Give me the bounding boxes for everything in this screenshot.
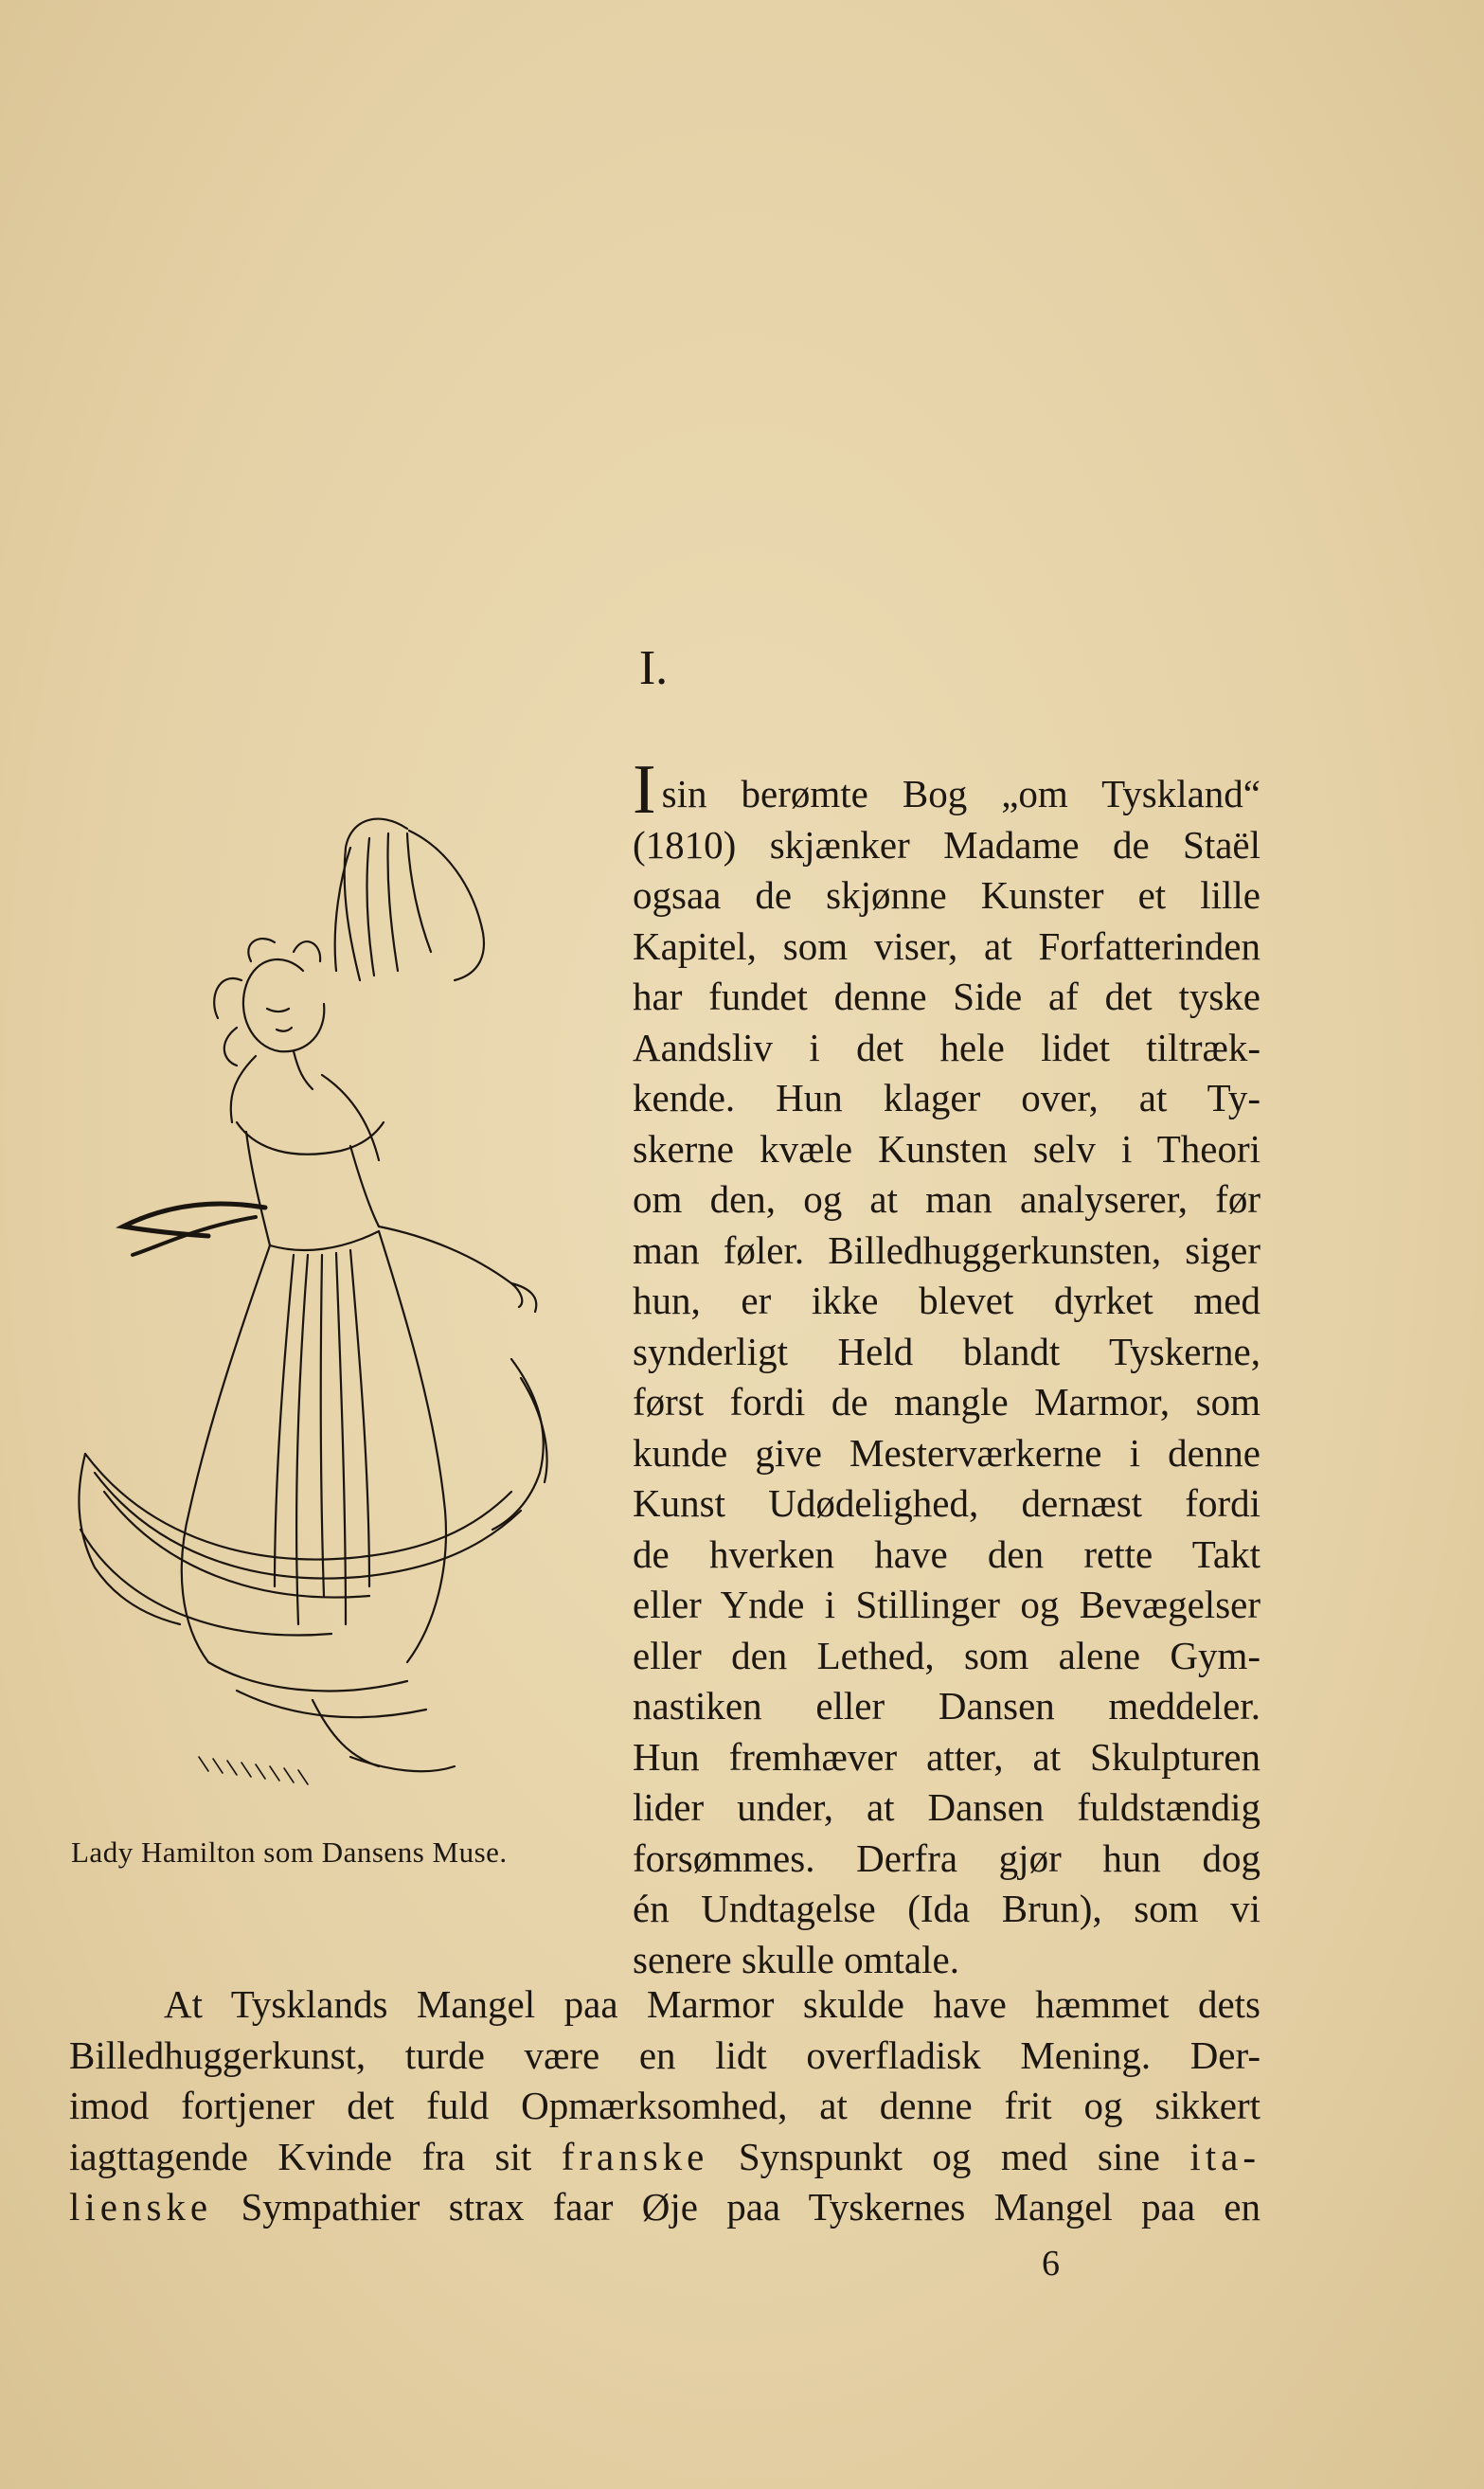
text-line: kunde give Mesterværkerne i denne bbox=[633, 1430, 1261, 1475]
text-line: først fordi de mangle Marmor, som bbox=[633, 1380, 1261, 1424]
text-line: man føler. Billedhuggerkunsten, siger bbox=[633, 1227, 1261, 1272]
emphasized-word: lienske bbox=[69, 2185, 213, 2229]
text-line: imod fortjener det fuld Opmærksomhed, at denne frit og sikkert bbox=[69, 2084, 1261, 2127]
text-line: hun, er ikke blevet dyrket med bbox=[633, 1279, 1261, 1322]
page-number: 6 bbox=[1042, 2244, 1060, 2283]
text-line: Isin berømte Bog „om Tyskland“ bbox=[633, 751, 1261, 829]
text-line: eller den Lethed, som alene Gym- bbox=[633, 1633, 1261, 1677]
text-line: Hun fremhæver atter, at Skulpturen bbox=[633, 1734, 1261, 1779]
text-line: Aandsliv i det hele lidet tiltræk- bbox=[633, 1025, 1261, 1069]
text-line: Billedhuggerkunst, turde være en lidt overfladisk Mening. Der- bbox=[69, 2032, 1261, 2077]
chapter-numeral: I. bbox=[638, 641, 669, 695]
text-line: kende. Hun klager over, at Ty- bbox=[633, 1076, 1261, 1119]
text-line: de hverken have den rette Takt bbox=[633, 1531, 1261, 1576]
text-line: At Tysklands Mangel paa Marmor skulde have hæmmet dets bbox=[164, 1982, 1261, 2026]
text-line: har fundet denne Side af det tyske bbox=[633, 975, 1261, 1018]
text-line: eller Ynde i Stillinger og Bevægelser bbox=[633, 1583, 1261, 1626]
text-line: lider under, at Dansen fuldstændig bbox=[633, 1785, 1261, 1829]
right-column-text bbox=[633, 751, 1261, 1985]
text-line: Kapitel, som viser, at Forfatterinden bbox=[633, 923, 1261, 968]
text-line: lienske Sympathier strax faar Øje paa Tyskernes Mangel paa en bbox=[69, 2185, 1261, 2229]
text-line: én Undtagelse (Ida Brun), som vi bbox=[633, 1887, 1261, 1930]
text-line: iagttagende Kvinde fra sit franske Synspunkt og med sine ita- bbox=[69, 2134, 1261, 2178]
text-line: skerne kvæle Kunsten selv i Theori bbox=[633, 1126, 1261, 1171]
text-line: synderligt Held blandt Tyskerne, bbox=[633, 1329, 1261, 1373]
dancing-woman-illustration bbox=[66, 810, 597, 1833]
text-line: ogsaa de skjønne Kunster et lille bbox=[633, 873, 1261, 917]
emphasized-word: franske bbox=[561, 2134, 709, 2178]
text-line: om den, og at man analyserer, før bbox=[633, 1177, 1261, 1221]
emphasized-word: ita- bbox=[1189, 2134, 1261, 2178]
text-line: forsømmes. Derfra gjør hun dog bbox=[633, 1835, 1261, 1880]
text-line: senere skulle omtale. bbox=[633, 1937, 959, 1981]
drop-cap: I bbox=[633, 751, 656, 829]
full-width-text bbox=[69, 1979, 1261, 2233]
text-line: (1810) skjænker Madame de Staël bbox=[633, 822, 1261, 867]
text-line: nastiken eller Dansen meddeler. bbox=[633, 1684, 1261, 1728]
illustration-caption: Lady Hamilton som Dansens Muse. bbox=[71, 1835, 508, 1869]
text-line: Kunst Udødelighed, dernæst fordi bbox=[633, 1481, 1261, 1525]
